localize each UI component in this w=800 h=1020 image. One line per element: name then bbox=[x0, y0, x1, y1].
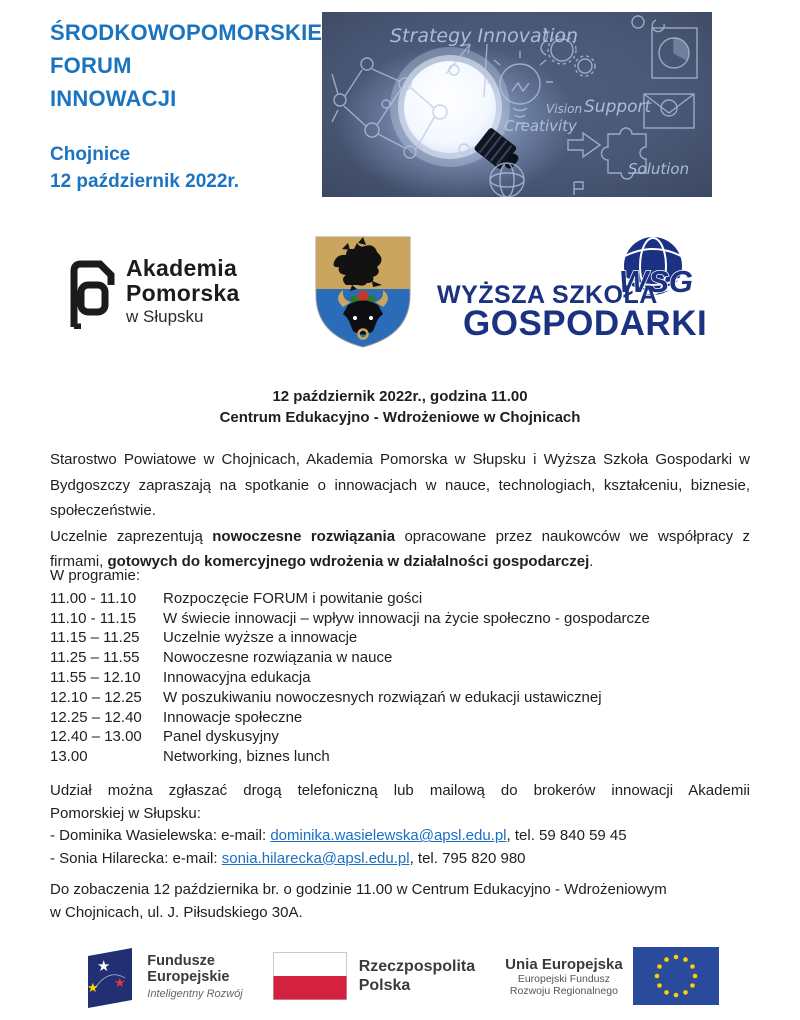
broker2-suffix: , tel. 795 820 980 bbox=[409, 849, 526, 867]
hero-word-creativity: Creativity bbox=[504, 117, 577, 135]
fe-name-line1: Fundusze bbox=[147, 952, 215, 969]
program-row bbox=[50, 708, 750, 728]
ue-subtitle-line1: Europejski Fundusz bbox=[517, 972, 611, 985]
intro-p2-seg4: . bbox=[589, 553, 594, 570]
fundusze-europejskie-text bbox=[147, 953, 242, 1000]
hero-word-solution: Solution bbox=[628, 160, 690, 178]
unia-europejska-text bbox=[505, 956, 623, 997]
fe-subtitle: Inteligentny Rozwój bbox=[147, 987, 243, 1000]
program-time: 12.40 – 13.00 bbox=[50, 728, 142, 746]
program-row bbox=[50, 589, 750, 609]
footer-logos bbox=[0, 944, 800, 1008]
wsg-logo-graphic bbox=[437, 228, 715, 348]
coat-of-arms-shield bbox=[312, 233, 414, 351]
akademia-name-line1: Akademia bbox=[126, 255, 238, 281]
pl-name-line1: Rzeczpospolita bbox=[358, 958, 476, 975]
intro-p1-line2: Bydgoszczy zapraszają na spotkanie o innowacjach w nauce, technologiach, kształceniu, biznesie, bbox=[50, 476, 750, 494]
header-block bbox=[50, 16, 330, 195]
intro-p2-seg1: Uczelnie zaprezentują bbox=[50, 527, 213, 545]
hero-word-vision: Vision bbox=[546, 102, 583, 116]
akademia-pomorska-name bbox=[126, 256, 240, 328]
program-row bbox=[50, 727, 750, 747]
contact-intro-line1: Udział można zgłaszać drogą telefoniczną lub mailową do brokerów innowacji Akademii bbox=[50, 782, 750, 799]
intro-p2-seg3: firmami, bbox=[50, 553, 108, 570]
contact-section bbox=[50, 780, 750, 870]
akademia-pomorska-logo bbox=[64, 255, 240, 329]
chojnice-coat-of-arms bbox=[312, 233, 414, 356]
svg-text:★: ★ bbox=[97, 958, 111, 975]
broker1-prefix: - Dominika Wasielewska: e-mail: bbox=[50, 827, 271, 845]
forum-title-line3: INNOWACJI bbox=[50, 86, 177, 111]
event-place-date bbox=[50, 141, 330, 195]
broker2-prefix: - Sonia Hilarecka: e-mail: bbox=[50, 849, 222, 867]
akademia-name-line2: Pomorska bbox=[126, 280, 240, 306]
contact-broker1 bbox=[50, 825, 750, 848]
program-time: 11.00 - 11.10 bbox=[50, 589, 137, 607]
contact-broker2 bbox=[50, 848, 750, 871]
program-row bbox=[50, 747, 750, 767]
program-time: 13.00 bbox=[50, 748, 88, 766]
partners-row bbox=[50, 225, 750, 360]
rzeczpospolita-polska-logo bbox=[273, 952, 475, 1000]
hero-innovation-image bbox=[322, 12, 712, 197]
akademia-pomorska-logo-mark bbox=[64, 255, 116, 329]
program-title: Innowacje społeczne bbox=[163, 708, 303, 726]
hero-illustration bbox=[322, 12, 712, 197]
svg-text:★: ★ bbox=[87, 980, 99, 995]
closing-line1: Do zobaczenia 12 października br. o godzinie 11.00 w Centrum Edukacyjno - Wdrożeniowym bbox=[50, 881, 667, 898]
program-title: Innowacyjna edukacja bbox=[163, 668, 311, 686]
hero-word-support: Support bbox=[584, 97, 652, 117]
event-details bbox=[50, 386, 750, 428]
event-location: Chojnice bbox=[50, 144, 131, 165]
intro-p2-line1 bbox=[50, 524, 750, 550]
intro-p2-bold1: nowoczesne rozwiązania bbox=[212, 527, 396, 545]
program-time: 11.15 – 11.25 bbox=[50, 629, 140, 647]
closing-line2: w Chojnicach, ul. J. Piłsudskiego 30A. bbox=[50, 904, 303, 921]
program-title: Nowoczesne rozwiązania w nauce bbox=[163, 649, 393, 667]
program-title: W poszukiwaniu nowoczesnych rozwiązań w edukacji ustawicznej bbox=[163, 688, 602, 706]
forum-title-line2: FORUM bbox=[50, 53, 132, 78]
program-title: Networking, biznes lunch bbox=[163, 748, 330, 766]
rzeczpospolita-polska-text bbox=[359, 957, 475, 995]
intro-p2-seg2: opracowane przez naukowców we współpracy z bbox=[395, 527, 750, 545]
broker1-suffix: , tel. 59 840 59 45 bbox=[506, 827, 627, 845]
program-row bbox=[50, 648, 750, 668]
poland-flag-icon bbox=[273, 952, 347, 1000]
pl-name-line2: Polska bbox=[358, 977, 411, 994]
intro-p1-line3: społeczeństwie. bbox=[50, 502, 156, 519]
program-title: Rozpoczęcie FORUM i powitanie gości bbox=[163, 589, 423, 607]
eu-funds-flag-icon bbox=[81, 944, 139, 1008]
event-datetime: 12 październik 2022r., godzina 11.00 bbox=[272, 388, 528, 405]
program-row bbox=[50, 688, 750, 708]
program-time: 11.25 – 11.55 bbox=[50, 649, 140, 667]
program-row bbox=[50, 668, 750, 688]
program-title: Panel dyskusyjny bbox=[163, 728, 279, 746]
fe-name-line2: Europejskie bbox=[147, 968, 230, 985]
event-date: 12 październik 2022r. bbox=[50, 171, 240, 192]
ue-name: Unia Europejska bbox=[505, 955, 623, 973]
program-title: Uczelnie wyższe a innowacje bbox=[163, 629, 358, 647]
wsg-badge-text: WSG bbox=[619, 264, 694, 299]
program-row bbox=[50, 628, 750, 648]
closing-section bbox=[50, 878, 750, 924]
program-time: 11.10 - 11.15 bbox=[50, 609, 137, 627]
event-venue: Centrum Edukacyjno - Wdrożeniowe w Chojnicach bbox=[219, 409, 581, 426]
intro-p1-line1: Starostwo Powiatowe w Chojnicach, Akademia Pomorska w Słupsku i Wyższa Szkoła Gospodarki w bbox=[50, 451, 750, 468]
unia-europejska-logo bbox=[505, 947, 719, 1005]
fundusze-europejskie-logo bbox=[81, 944, 242, 1008]
program-time: 12.25 – 12.40 bbox=[50, 708, 142, 726]
broker1-email-link[interactable]: dominika.wasielewska@apsl.edu.pl bbox=[270, 827, 507, 845]
forum-title-line1: ŚRODKOWOPOMORSKIE bbox=[50, 20, 323, 45]
contact-intro-line2: Pomorskiej w Słupsku: bbox=[50, 804, 201, 822]
hero-word-strategy-innovation: Strategy Innovation bbox=[390, 25, 579, 47]
program-row bbox=[50, 609, 750, 629]
akademia-name-line3: w Słupsku bbox=[126, 307, 204, 326]
wsg-name-line2: GOSPODARKI bbox=[463, 304, 708, 343]
broker2-email-link[interactable]: sonia.hilarecka@apsl.edu.pl bbox=[221, 849, 410, 867]
intro-section bbox=[50, 447, 750, 575]
eu-flag-icon bbox=[633, 947, 719, 1005]
ue-subtitle-line2: Rozwoju Regionalnego bbox=[509, 984, 618, 997]
program-time: 11.55 – 12.10 bbox=[50, 668, 141, 686]
wsg-logo bbox=[437, 228, 715, 353]
svg-text:★: ★ bbox=[114, 975, 126, 990]
intro-p2-bold2: gotowych do komercyjnego wdrożenia w działalności gospodarczej bbox=[107, 553, 590, 570]
program-time: 12.10 – 12.25 bbox=[50, 688, 142, 706]
wsg-name-line1: WYŻSZA SZKOŁA bbox=[437, 281, 658, 309]
program-title: W świecie innowacji – wpływ innowacji na życie społeczno - gospodarcze bbox=[163, 609, 650, 627]
program-heading: W programie: bbox=[50, 567, 141, 584]
program-section bbox=[50, 566, 750, 767]
